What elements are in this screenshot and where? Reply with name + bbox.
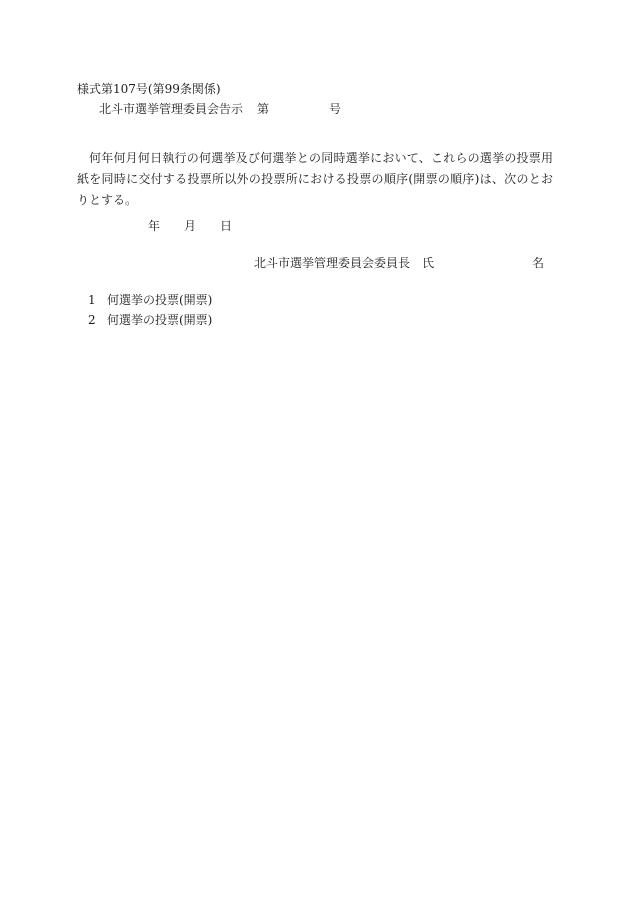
list-item-number: 2 [88, 313, 96, 327]
date-line [148, 218, 232, 234]
notice-number-prefix: 第 [257, 102, 270, 116]
signature-surname: 氏 [422, 256, 435, 270]
notice-number-suffix: 号 [329, 102, 342, 116]
list-item-number: 1 [88, 293, 96, 307]
date-day: 日 [220, 219, 233, 233]
notice-heading [99, 101, 341, 117]
signature-line [254, 255, 544, 271]
signature-given-name: 名 [532, 256, 545, 270]
signature-title: 北斗市選挙管理委員会委員長 [254, 256, 411, 270]
list-item-text: 何選挙の投票(開票) [107, 313, 213, 327]
notice-title: 北斗市選挙管理委員会告示 [99, 102, 244, 116]
date-year: 年 [148, 219, 161, 233]
date-month: 月 [184, 219, 197, 233]
form-label: 様式第107号(第99条関係) [77, 82, 221, 96]
list-item [88, 292, 212, 308]
body-paragraph: 何年何月何日執行の何選挙及び何選挙との同時選挙において、これらの選挙の投票用紙を同時に交付する投票所以外の投票所における投票の順序(開票の順序)は、次のとおりとする。 [77, 151, 553, 207]
list-item [88, 312, 212, 328]
list-item-text: 何選挙の投票(開票) [107, 293, 213, 307]
